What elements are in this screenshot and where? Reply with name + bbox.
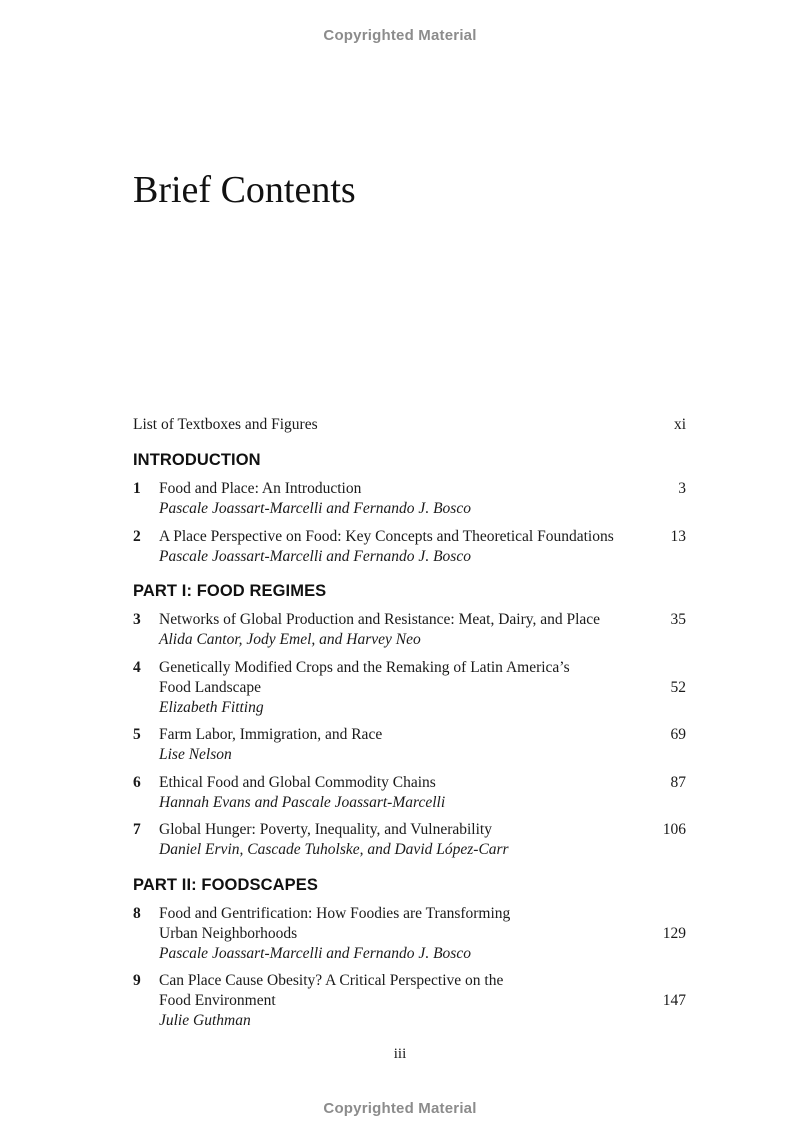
chapter-authors: Daniel Ervin, Cascade Tuholske, and David López-Carr [159, 841, 509, 858]
toc-entry-chapter-3[interactable] [133, 610, 686, 650]
chapter-authors: Pascale Joassart-Marcelli and Fernando J. Bosco [159, 500, 471, 517]
chapter-number: 4 [133, 659, 141, 676]
chapter-authors: Elizabeth Fitting [159, 699, 264, 716]
chapter-authors: Julie Guthman [159, 1012, 251, 1029]
section-heading-part-1: PART I: FOOD REGIMES [133, 582, 327, 600]
toc-page-number: 147 [662, 992, 686, 1009]
section-heading-part-2: PART II: FOODSCAPES [133, 876, 318, 894]
section-heading-introduction: INTRODUCTION [133, 451, 261, 469]
chapter-number: 3 [133, 611, 141, 628]
chapter-title: A Place Perspective on Food: Key Concepts and Theoretical Foundations [159, 528, 614, 545]
chapter-title: Can Place Cause Obesity? A Critical Perspective on the [159, 972, 504, 989]
toc-entry-chapter-5[interactable] [133, 725, 686, 765]
chapter-title: Networks of Global Production and Resistance: Meat, Dairy, and Place [159, 611, 601, 628]
chapter-authors: Lise Nelson [159, 746, 232, 763]
page-title: Brief Contents [133, 169, 356, 211]
toc-page-number: 13 [670, 528, 686, 545]
chapter-authors: Hannah Evans and Pascale Joassart-Marcelli [159, 794, 446, 811]
chapter-number: 9 [133, 972, 141, 989]
toc-page-number: xi [673, 416, 686, 433]
toc-page-number: 35 [670, 611, 686, 628]
toc-page-number: 106 [662, 821, 686, 838]
chapter-title-continued: Food Environment [159, 992, 276, 1009]
watermark-bottom: Copyrighted Material [323, 1100, 477, 1117]
chapter-number: 8 [133, 905, 141, 922]
chapter-number: 6 [133, 774, 141, 791]
page-folio: iii [393, 1046, 407, 1062]
toc-entry-chapter-9[interactable] [133, 971, 686, 1031]
chapter-title: Genetically Modified Crops and the Remaking of Latin America’s [159, 659, 570, 676]
toc-entry-chapter-2[interactable] [133, 527, 686, 567]
chapter-number: 1 [133, 480, 141, 497]
chapter-number: 7 [133, 821, 141, 838]
chapter-title: Food and Gentrification: How Foodies are Transforming [159, 905, 511, 922]
chapter-title: Global Hunger: Poverty, Inequality, and Vulnerability [159, 821, 492, 838]
toc-page-number: 52 [670, 679, 686, 696]
toc-page-number: 3 [678, 480, 686, 497]
toc-page-number: 69 [670, 726, 686, 743]
toc-entry-chapter-7[interactable] [133, 820, 686, 860]
toc-entry-label: List of Textboxes and Figures [133, 416, 318, 433]
chapter-authors: Pascale Joassart-Marcelli and Fernando J. Bosco [159, 548, 471, 565]
toc-entry-chapter-1[interactable] [133, 479, 686, 519]
chapter-title: Food and Place: An Introduction [159, 480, 362, 497]
chapter-title-continued: Food Landscape [159, 679, 262, 696]
toc-entry-chapter-4[interactable] [133, 658, 686, 718]
toc-entry-front-matter[interactable] [133, 415, 686, 435]
toc-page-number: 87 [670, 774, 686, 791]
chapter-title: Ethical Food and Global Commodity Chains [159, 774, 436, 791]
toc-entry-chapter-8[interactable] [133, 904, 686, 964]
chapter-authors: Alida Cantor, Jody Emel, and Harvey Neo [159, 631, 421, 648]
toc-entry-chapter-6[interactable] [133, 773, 686, 813]
toc-page-number: 129 [662, 925, 686, 942]
chapter-authors: Pascale Joassart-Marcelli and Fernando J. Bosco [159, 945, 471, 962]
watermark-top: Copyrighted Material [323, 27, 477, 44]
chapter-number: 5 [133, 726, 141, 743]
chapter-title-continued: Urban Neighborhoods [159, 925, 298, 942]
chapter-title: Farm Labor, Immigration, and Race [159, 726, 383, 743]
chapter-number: 2 [133, 528, 141, 545]
